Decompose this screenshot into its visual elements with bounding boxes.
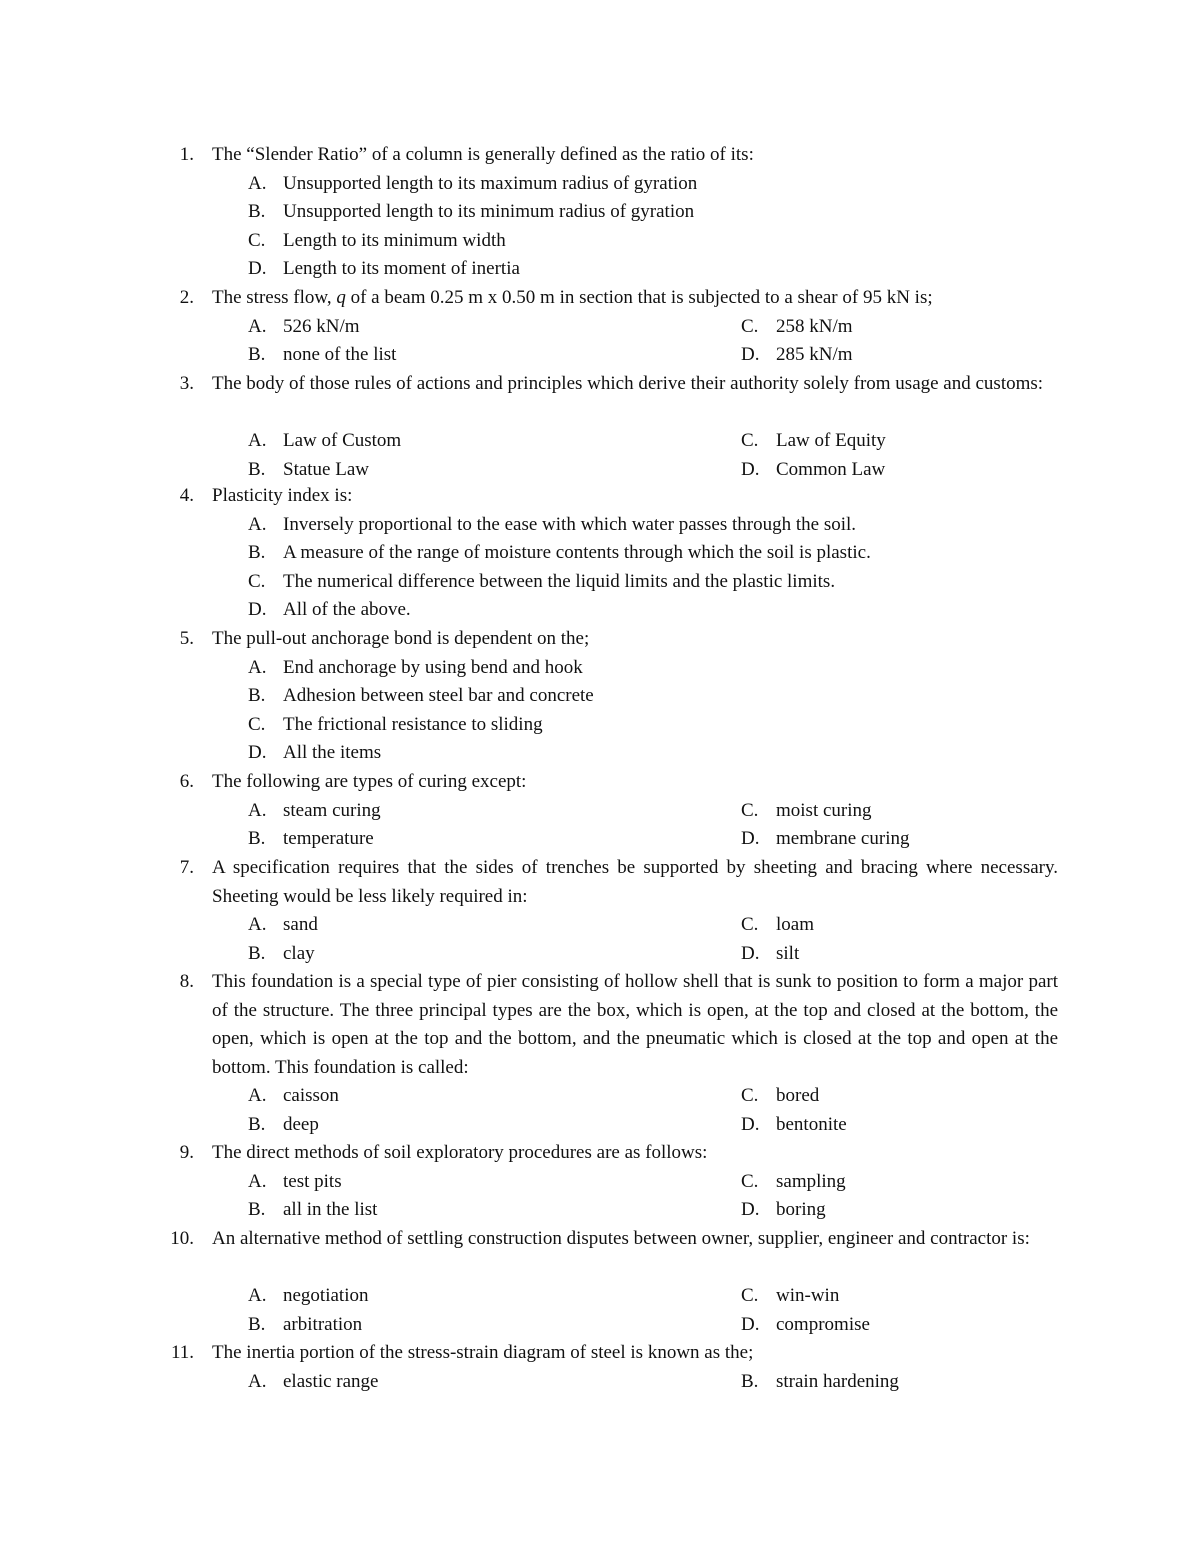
option-letter: A. [248, 172, 267, 194]
option-text: 526 kN/m [283, 315, 360, 337]
question-number: 6. [179, 771, 194, 792]
option-letter: A. [248, 914, 267, 936]
option-letter: A. [248, 1085, 267, 1107]
option-text: sand [283, 914, 318, 936]
option-b [248, 456, 369, 485]
option-d [741, 1196, 826, 1225]
option-text: Adhesion between steel bar and concrete [283, 685, 594, 707]
option-text: compromise [776, 1313, 870, 1335]
option-letter: B. [248, 1313, 266, 1335]
option-text: deep [283, 1114, 319, 1135]
option-letter: D. [741, 458, 760, 480]
option-text: strain hardening [776, 1370, 899, 1392]
option-c [741, 1168, 846, 1197]
option-d [741, 1111, 847, 1140]
option-text: loam [776, 914, 814, 936]
option-text: clay [283, 942, 315, 964]
option-letter: B. [248, 344, 266, 366]
option-text: Common Law [776, 458, 886, 480]
option-text: sampling [776, 1170, 846, 1192]
option-text: All of the above. [283, 599, 411, 621]
option-a [248, 313, 360, 342]
option-letter: C. [248, 229, 266, 251]
option-letter: B. [741, 1370, 759, 1392]
option-b [248, 341, 396, 370]
question-text: Plasticity index is: [212, 485, 353, 506]
option-text: temperature [283, 828, 374, 850]
option-c [741, 1082, 819, 1111]
option-letter: A. [248, 1170, 267, 1192]
option-text: Unsupported length to its maximum radius of gyration [283, 172, 698, 194]
option-letter: B. [248, 542, 266, 564]
question-text: The “Slender Ratio” of a column is generally defined as the ratio of its: [212, 144, 754, 165]
option-c [741, 427, 886, 456]
option-a [248, 427, 401, 456]
option-letter: A. [248, 513, 267, 535]
question-text: A specification requires that the sides of trenches be supported by sheeting and bracing where necessary. Sheeting would be less likely required in: [212, 857, 1058, 907]
option-text: silt [776, 942, 800, 964]
option-b [248, 539, 871, 568]
question-text-end: of a beam 0.25 m x 0.50 m in section that is subjected to a shear of 95 kN is; [345, 287, 933, 308]
option-text: all in the list [283, 1199, 378, 1221]
option-d [248, 596, 411, 625]
question-text [212, 284, 1058, 313]
option-letter: A. [248, 430, 267, 452]
option-letter: D. [741, 1199, 760, 1221]
option-b [248, 1111, 319, 1140]
option-text: moist curing [776, 799, 872, 821]
option-text: boring [776, 1199, 826, 1221]
option-text: Law of Custom [283, 430, 402, 452]
option-letter: B. [248, 1114, 266, 1135]
option-letter: D. [248, 599, 267, 621]
option-letter: B. [248, 458, 266, 480]
option-text: 258 kN/m [776, 315, 853, 337]
question-number: 2. [179, 287, 194, 308]
option-text: Statue Law [283, 458, 370, 480]
option-a [248, 511, 856, 540]
question-text: The direct methods of soil exploratory procedures are as follows: [212, 1142, 708, 1163]
option-letter: B. [248, 685, 266, 707]
option-letter: C. [248, 713, 266, 735]
option-text: membrane curing [776, 828, 910, 850]
option-text: bentonite [776, 1114, 847, 1135]
question-text: The inertia portion of the stress-strain diagram of steel is known as the; [212, 1342, 754, 1363]
option-letter: C. [741, 799, 759, 821]
option-a [248, 1082, 339, 1111]
option-text: bored [776, 1085, 820, 1107]
option-c [248, 568, 835, 597]
option-a [248, 1282, 368, 1311]
question-number: 5. [179, 628, 194, 649]
question-text: This foundation is a special type of pier consisting of hollow shell that is sunk to position to form a major part of the structure. The three principal types are the box, which is open, at the top and closed at the bottom, the open, which is open at the top and the bottom, and the pneumatic which is closed at the top and open at the bottom. This foundation is called: [212, 971, 1058, 1078]
option-text: A measure of the range of moisture contents through which the soil is plastic. [283, 542, 871, 564]
option-letter: C. [741, 1285, 759, 1307]
option-text: elastic range [283, 1370, 379, 1392]
question-number: 3. [179, 373, 194, 394]
option-letter: D. [248, 258, 267, 280]
option-letter: A. [248, 799, 267, 821]
option-a [248, 1168, 342, 1197]
option-a [248, 170, 697, 199]
option-text: negotiation [283, 1285, 369, 1307]
question-text-start: The stress flow, [212, 287, 337, 308]
option-letter: A. [248, 315, 267, 337]
option-d [741, 341, 853, 370]
option-b [741, 1368, 899, 1397]
option-text: The frictional resistance to sliding [283, 713, 543, 735]
option-text: test pits [283, 1170, 342, 1192]
option-letter: D. [741, 344, 760, 366]
option-letter: D. [741, 1114, 760, 1135]
option-c [248, 711, 543, 740]
option-text: steam curing [283, 799, 381, 821]
option-text: caisson [283, 1085, 339, 1107]
option-letter: D. [741, 1313, 760, 1335]
option-text: Length to its moment of inertia [283, 258, 520, 280]
option-c [741, 911, 814, 940]
option-b [248, 198, 694, 227]
option-text: The numerical difference between the liquid limits and the plastic limits. [283, 570, 836, 592]
option-b [248, 940, 315, 969]
option-b [248, 1196, 377, 1225]
option-d [741, 940, 799, 969]
option-d [741, 456, 885, 485]
option-text: Length to its minimum width [283, 229, 506, 251]
option-text: none of the list [283, 344, 397, 366]
option-text: win-win [776, 1285, 840, 1307]
option-letter: B. [248, 942, 266, 964]
option-text: 285 kN/m [776, 344, 853, 366]
option-c [248, 227, 506, 256]
option-c [741, 313, 853, 342]
option-letter: B. [248, 201, 266, 223]
option-a [248, 911, 318, 940]
question-text: The body of those rules of actions and principles which derive their authority solely from usage and customs: [212, 373, 1044, 394]
option-d [741, 825, 909, 854]
variable-q: q [336, 287, 346, 308]
option-a [248, 654, 583, 683]
question-text: The pull-out anchorage bond is dependent on the; [212, 628, 590, 649]
option-letter: D. [741, 942, 760, 964]
option-d [248, 739, 381, 768]
option-text: All the items [283, 742, 382, 764]
option-text: Inversely proportional to the ease with which water passes through the soil. [283, 513, 857, 535]
option-letter: C. [248, 570, 266, 592]
option-letter: C. [741, 315, 759, 337]
question-number: 11. [170, 1342, 194, 1363]
option-b [248, 825, 374, 854]
question-number: 7. [179, 857, 194, 878]
option-d [741, 1311, 870, 1340]
option-b [248, 682, 594, 711]
option-letter: C. [741, 1085, 759, 1107]
question-number: 9. [179, 1142, 194, 1163]
option-c [741, 1282, 839, 1311]
question-number: 4. [179, 485, 194, 506]
option-letter: C. [741, 1170, 759, 1192]
option-letter: A. [248, 656, 267, 678]
option-text: Law of Equity [776, 430, 886, 452]
option-a [248, 1368, 378, 1397]
option-letter: D. [741, 828, 760, 850]
option-letter: A. [248, 1285, 267, 1307]
question-text: An alternative method of settling construction disputes between owner, supplier, engineer and contractor is: [212, 1228, 1030, 1249]
option-letter: D. [248, 742, 267, 764]
option-letter: A. [248, 1370, 267, 1392]
option-text: End anchorage by using bend and hook [283, 656, 583, 678]
option-c [741, 797, 872, 826]
option-letter: C. [741, 430, 759, 452]
option-letter: B. [248, 828, 266, 850]
question-text: The following are types of curing except: [212, 771, 527, 792]
option-text: Unsupported length to its minimum radius of gyration [283, 201, 695, 223]
option-b [248, 1311, 362, 1340]
option-a [248, 797, 381, 826]
question-number: 10. [170, 1228, 194, 1249]
question-number: 8. [179, 971, 194, 992]
option-letter: B. [248, 1199, 266, 1221]
option-letter: C. [741, 914, 759, 936]
option-d [248, 255, 520, 284]
option-text: arbitration [283, 1313, 363, 1335]
question-number: 1. [179, 144, 194, 165]
